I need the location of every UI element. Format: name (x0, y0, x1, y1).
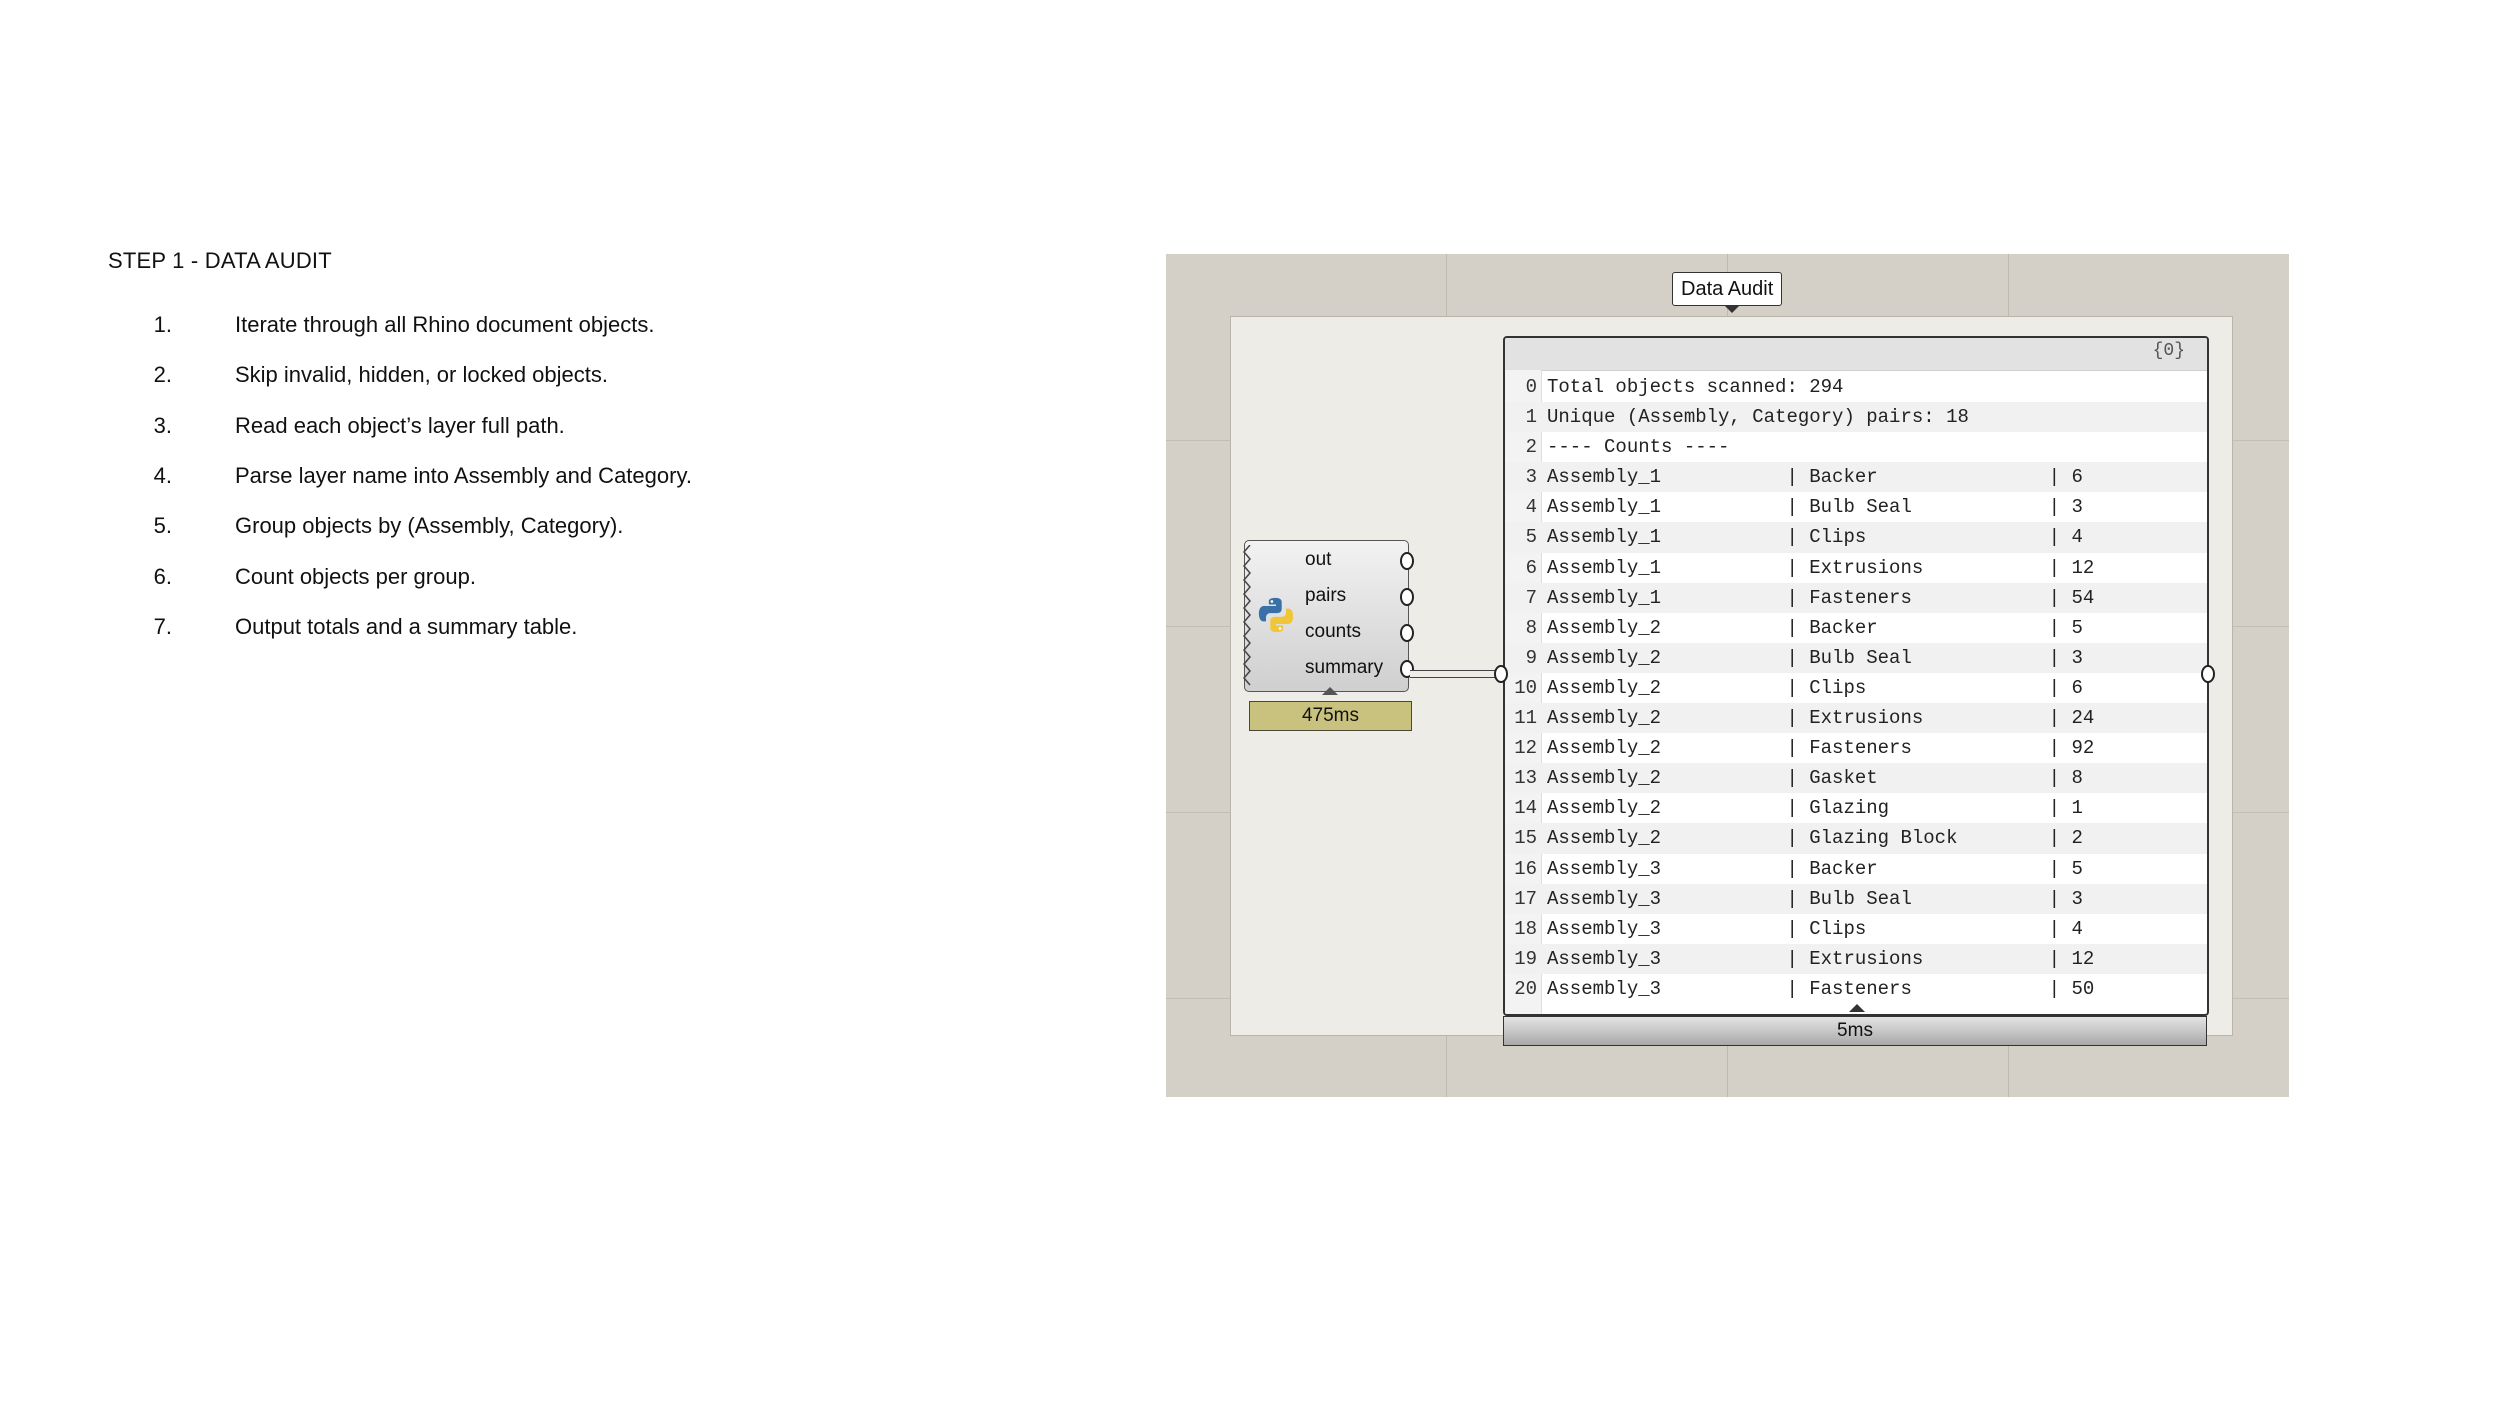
step-text: Read each object’s layer full path. (235, 412, 565, 438)
step-item (150, 564, 850, 598)
panel-row-value: Assembly_2 | Bulb Seal | 3 (1547, 646, 2083, 669)
step-title: STEP 1 - DATA AUDIT (108, 248, 332, 273)
output-grip-out[interactable] (1400, 552, 1414, 570)
panel-row-index: 5 (1525, 526, 1537, 549)
panel-row (1505, 733, 2207, 763)
panel-row-index: 15 (1514, 827, 1537, 850)
panel-row (1505, 703, 2207, 733)
panel-row (1505, 974, 2207, 1004)
panel-row-value: Assembly_2 | Gasket | 8 (1547, 767, 2083, 790)
panel-row-index: 19 (1514, 947, 1537, 970)
panel-row-value: Assembly_1 | Extrusions | 12 (1547, 556, 2095, 579)
panel-row-index: 13 (1514, 767, 1537, 790)
panel-row (1505, 432, 2207, 462)
panel-row (1505, 613, 2207, 643)
step-text: Parse layer name into Assembly and Category. (235, 462, 692, 488)
panel-row (1505, 854, 2207, 884)
panel-row-value: Assembly_1 | Clips | 4 (1547, 526, 2083, 549)
output-summary[interactable]: summary (1305, 657, 1384, 678)
step-item (150, 312, 850, 346)
panel-row-value: Total objects scanned: 294 (1547, 376, 1844, 398)
panel-notch (1849, 1004, 1865, 1012)
panel-output-grip[interactable] (2201, 665, 2215, 683)
panel-branch-path: {0} (2152, 341, 2185, 361)
panel-row (1505, 492, 2207, 522)
panel-row (1505, 372, 2207, 402)
output-grip-pairs[interactable] (1400, 588, 1414, 606)
panel-row (1505, 914, 2207, 944)
panel-row-value: Assembly_3 | Extrusions | 12 (1547, 947, 2095, 970)
panel-row-value: Assembly_2 | Clips | 6 (1547, 676, 2083, 699)
panel-row-value: Assembly_3 | Fasteners | 50 (1547, 977, 2095, 1000)
panel-row-value: Assembly_3 | Bulb Seal | 3 (1547, 887, 2083, 910)
panel-header (1505, 338, 2207, 371)
python-script-component[interactable] (1244, 540, 1409, 692)
panel-row-index: 1 (1525, 406, 1537, 429)
step-item (150, 513, 850, 547)
panel-row-index: 10 (1514, 676, 1537, 699)
grasshopper-canvas[interactable] (1166, 254, 2289, 1097)
panel-row-value: Unique (Assembly, Category) pairs: 18 (1547, 406, 1969, 429)
output-pairs[interactable]: pairs (1305, 585, 1347, 606)
output-out[interactable]: out (1305, 549, 1332, 570)
panel-row (1505, 793, 2207, 823)
panel-row (1505, 884, 2207, 914)
python-icon (1257, 596, 1295, 634)
panel-row-value: Assembly_1 | Backer | 6 (1547, 466, 2083, 489)
panel-row-value: ---- Counts ---- (1547, 436, 1730, 459)
step-number: 2 . (150, 362, 172, 388)
panel-row (1505, 673, 2207, 703)
panel-row-index: 9 (1525, 646, 1537, 669)
panel-row-value: Assembly_2 | Glazing Block | 2 (1547, 827, 2083, 850)
step-text: Skip invalid, hidden, or locked objects. (235, 362, 608, 388)
panel-row-index: 3 (1525, 466, 1537, 489)
step-text: Group objects by (Assembly, Category). (235, 513, 624, 539)
panel-row-value: Assembly_2 | Fasteners | 92 (1547, 737, 2095, 760)
panel-row (1505, 402, 2207, 432)
output-counts[interactable]: counts (1305, 621, 1361, 642)
panel-row-index: 4 (1525, 496, 1537, 519)
step-item (150, 463, 850, 497)
step-number: 5 . (150, 513, 172, 539)
step-item (150, 614, 850, 648)
panel-row-value: Assembly_2 | Backer | 5 (1547, 616, 2083, 639)
panel-input-grip[interactable] (1494, 665, 1508, 683)
input-zigzag-edge (1243, 545, 1257, 687)
panel-row-value: Assembly_2 | Extrusions | 24 (1547, 707, 2095, 730)
panel-row (1505, 583, 2207, 613)
step-number: 3 . (150, 413, 172, 439)
step-text: Iterate through all Rhino document objects. (235, 312, 655, 337)
group-label[interactable]: Data Audit (1672, 272, 1782, 306)
panel-row (1505, 522, 2207, 552)
group-label-pointer (1724, 305, 1740, 313)
step-text: Output totals and a summary table. (235, 613, 578, 639)
panel-row (1505, 763, 2207, 793)
panel-row-index: 16 (1514, 857, 1537, 880)
panel-rows (1505, 372, 2207, 1004)
step-text: Count objects per group. (235, 563, 476, 589)
panel-row-value: Assembly_3 | Backer | 5 (1547, 857, 2083, 880)
summary-wire[interactable] (1410, 670, 1501, 678)
panel-row (1505, 643, 2207, 673)
panel-row (1505, 553, 2207, 583)
panel-row-index: 14 (1514, 797, 1537, 820)
panel-row-index: 18 (1514, 917, 1537, 940)
panel-row (1505, 823, 2207, 853)
step-number: 7 . (150, 614, 172, 640)
panel-row (1505, 944, 2207, 974)
panel-row-index: 2 (1525, 436, 1537, 459)
panel-row-index: 0 (1525, 376, 1537, 398)
panel-row (1505, 462, 2207, 492)
panel-row-index: 17 (1514, 887, 1537, 910)
panel-row-value: Assembly_2 | Glazing | 1 (1547, 797, 2083, 820)
python-component-timer: 475ms (1249, 701, 1412, 731)
panel-row-value: Assembly_3 | Clips | 4 (1547, 917, 2083, 940)
component-notch (1322, 687, 1338, 695)
step-number: 1 . (150, 312, 172, 338)
panel-row-index: 20 (1514, 977, 1537, 1000)
panel-row-index: 12 (1514, 737, 1537, 760)
panel-row-index: 8 (1525, 616, 1537, 639)
data-audit-panel[interactable] (1503, 336, 2209, 1016)
panel-row-index: 11 (1514, 707, 1537, 730)
step-number: 6 . (150, 564, 172, 590)
panel-row-value: Assembly_1 | Bulb Seal | 3 (1547, 496, 2083, 519)
step-number: 4 . (150, 463, 172, 489)
step-item (150, 413, 850, 447)
panel-row-index: 6 (1525, 556, 1537, 579)
step-item (150, 362, 850, 396)
panel-row-index: 7 (1525, 586, 1537, 609)
output-grip-counts[interactable] (1400, 624, 1414, 642)
panel-timer: 5ms (1503, 1016, 2207, 1046)
panel-row-value: Assembly_1 | Fasteners | 54 (1547, 586, 2095, 609)
